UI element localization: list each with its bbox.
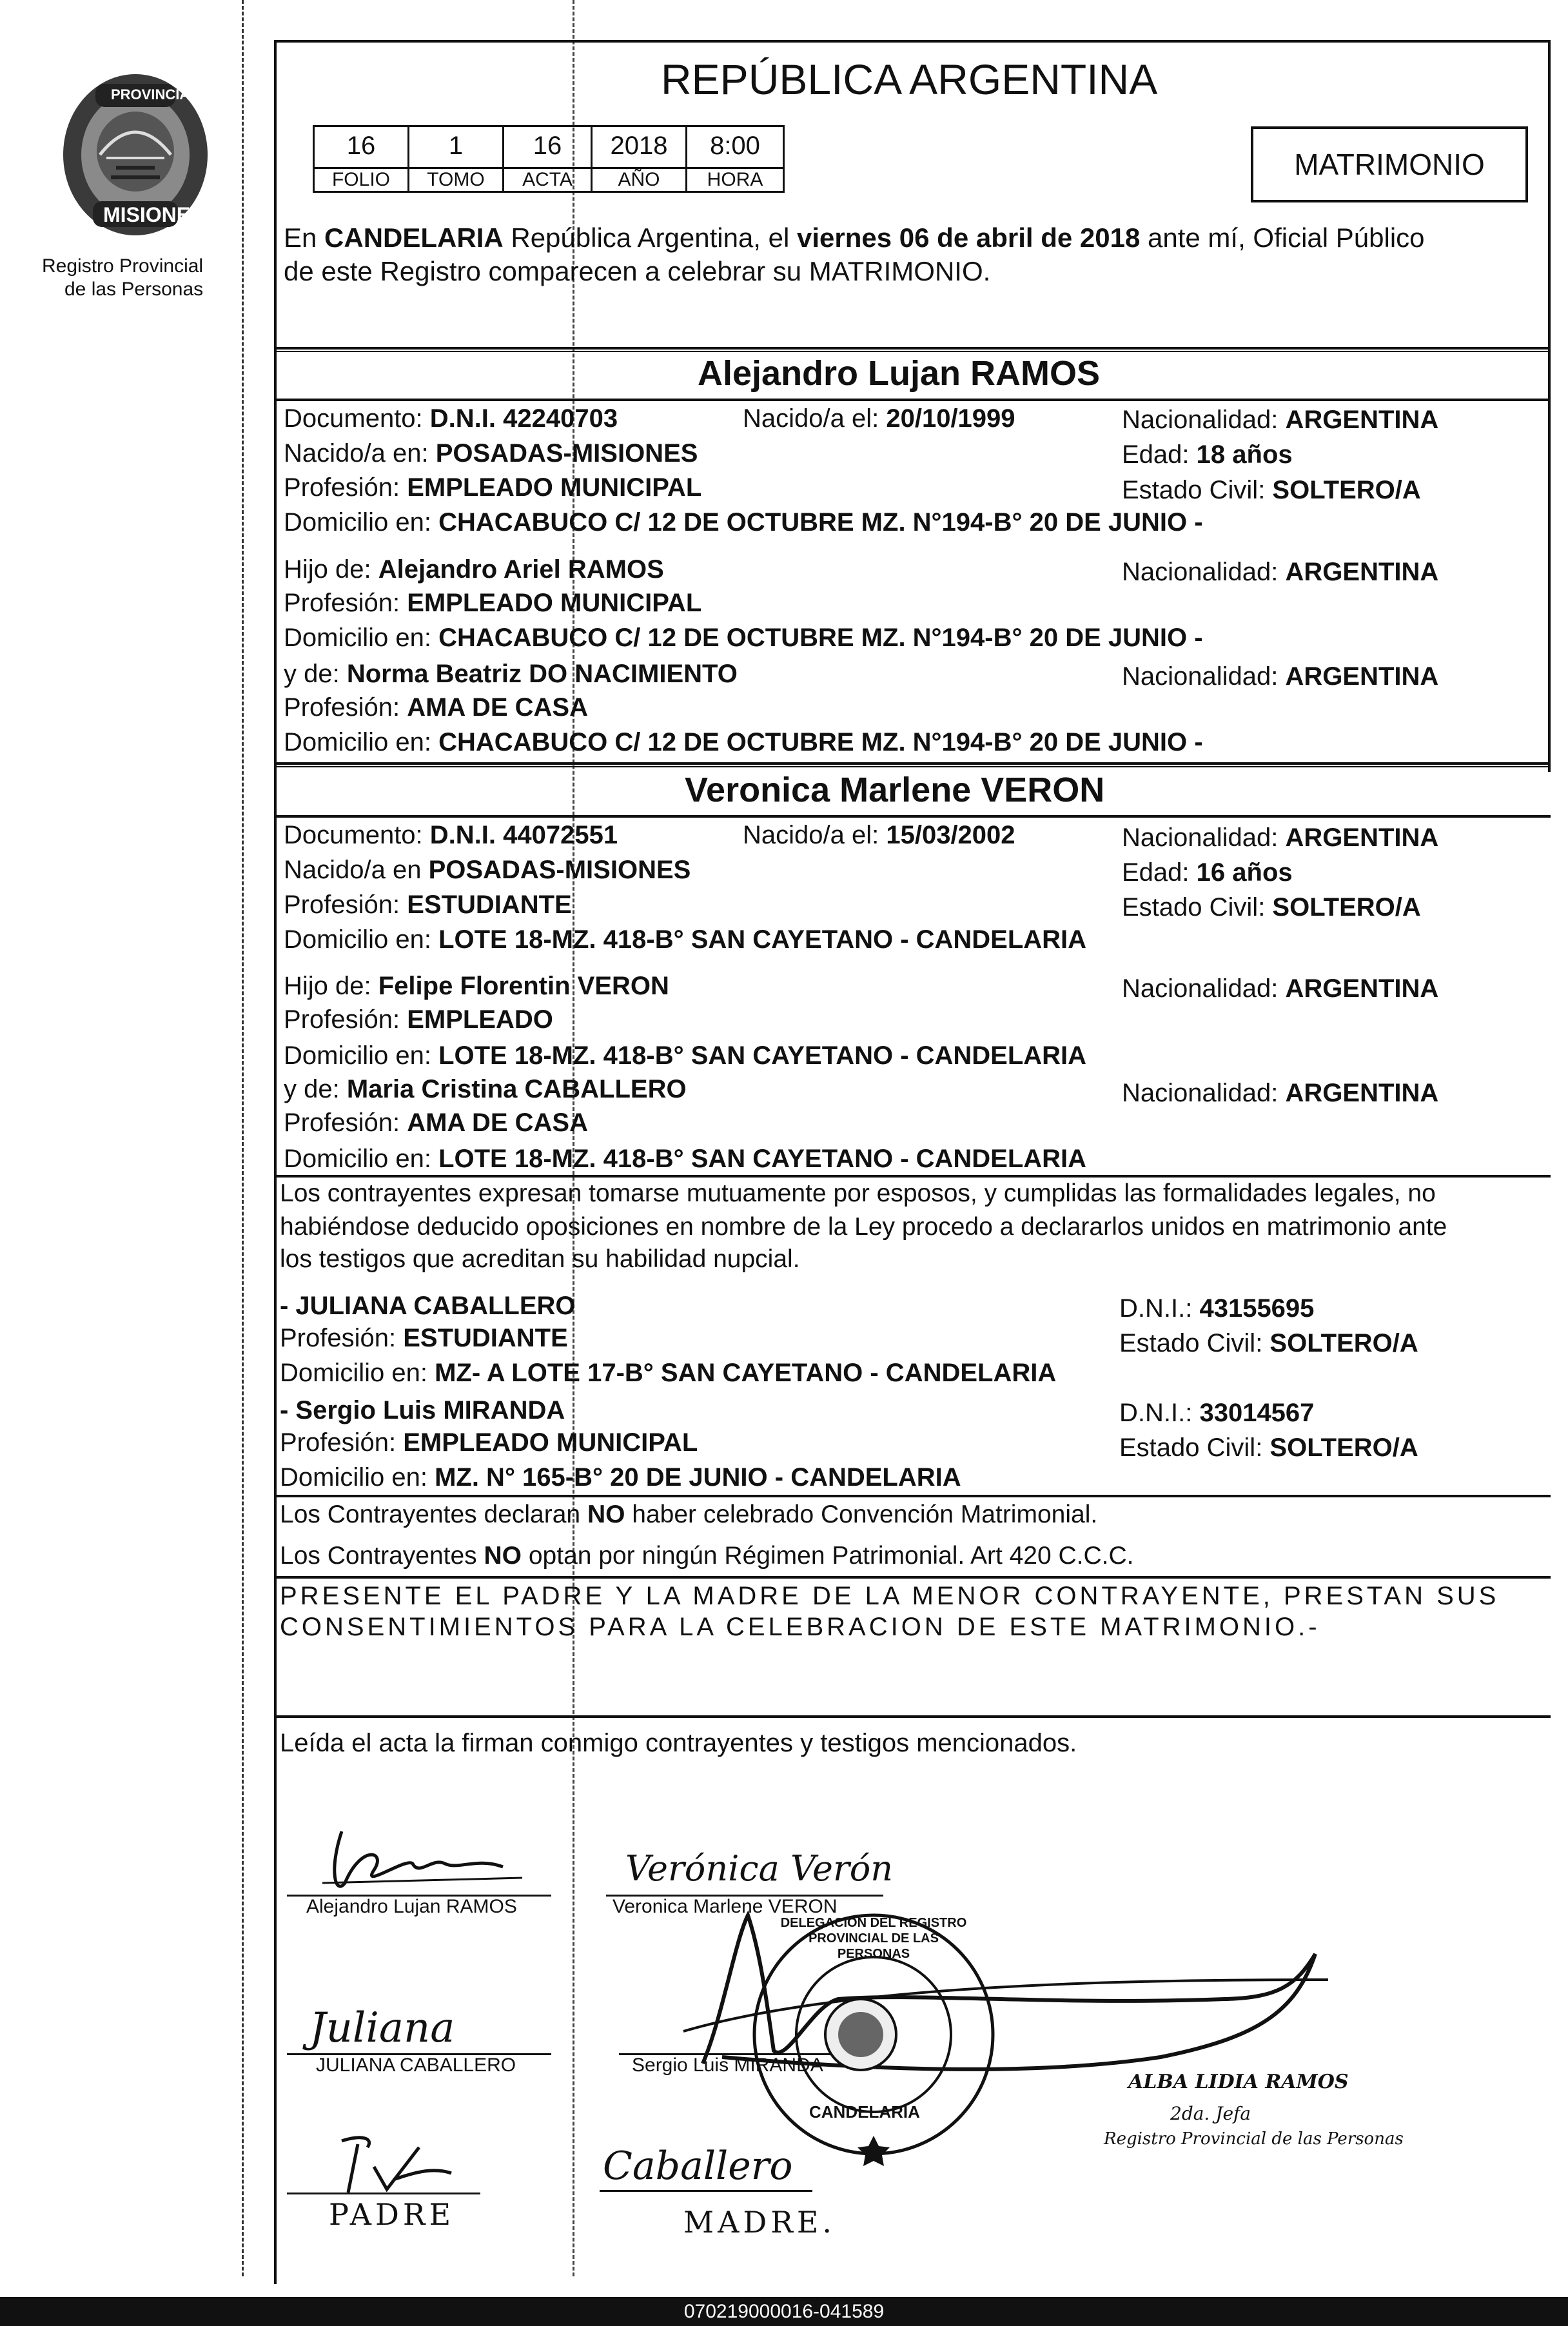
closing-text: Leída el acta la firman conmigo contrayentes y testigos mencionados. — [280, 1729, 1077, 1757]
label: Nacido/a el: — [743, 821, 887, 849]
label: Nacionalidad: — [1122, 558, 1286, 586]
convention-line-2 — [280, 1541, 1134, 1571]
footer-bar — [0, 2297, 1568, 2326]
label: Profesión: — [284, 589, 407, 617]
value: 33014567 — [1199, 1399, 1315, 1427]
ano-label: AÑO — [591, 167, 687, 193]
value: SOLTERO/A — [1272, 893, 1421, 922]
value: CHACABUCO C/ 12 DE OCTUBRE MZ. N°194-B° 20 DE JUNIO - — [438, 624, 1203, 652]
label: Hijo de: — [284, 555, 378, 584]
value: ARGENTINA — [1285, 1079, 1439, 1107]
label: Domicilio en: — [284, 1041, 439, 1070]
label: Domicilio en: — [284, 624, 439, 652]
bride-father-nationality — [1122, 974, 1438, 1003]
label: Estado Civil: — [1119, 1434, 1270, 1462]
label: Profesión: — [284, 473, 407, 502]
label: Documento: — [284, 821, 430, 849]
bride-age — [1122, 858, 1293, 887]
groom-father-nationality — [1122, 557, 1438, 587]
value: Alejandro Ariel RAMOS — [378, 555, 664, 584]
value: EMPLEADO — [407, 1005, 553, 1034]
label: Edad: — [1122, 858, 1197, 887]
bride-doc — [284, 820, 618, 850]
label: D.N.I.: — [1119, 1399, 1200, 1427]
label: Profesión: — [284, 693, 407, 722]
bride-profession — [284, 890, 572, 920]
value: ARGENTINA — [1285, 406, 1439, 434]
text: NO — [484, 1542, 522, 1570]
bride-address — [284, 925, 1086, 954]
groom-name: Alejandro Lujan RAMOS — [698, 354, 1101, 393]
groom-born-in — [284, 439, 698, 468]
bride-civil-status — [1122, 892, 1421, 922]
value: ARGENTINA — [1285, 558, 1439, 586]
label: Nacionalidad: — [1122, 974, 1286, 1003]
text: haber celebrado Convención Matrimonial. — [625, 1501, 1098, 1528]
witness-1-dni — [1119, 1294, 1314, 1323]
witness-1-address — [280, 1358, 1056, 1388]
label: Nacionalidad: — [1122, 1079, 1286, 1107]
seal-caption-2: de las Personas — [64, 279, 204, 300]
official-office: Registro Provincial de las Personas — [1104, 2129, 1404, 2149]
value: 18 años — [1196, 440, 1293, 469]
label: Domicilio en: — [280, 1463, 435, 1492]
groom-father — [284, 555, 664, 584]
intro-line-2: de este Registro comparecen a celebrar su MATRIMONIO. — [284, 256, 991, 286]
label: Domicilio en: — [280, 1359, 435, 1387]
ano-value: 2018 — [591, 125, 687, 169]
groom-nationality — [1122, 405, 1438, 435]
bride-born-on — [743, 820, 1015, 850]
witness-1-civil — [1119, 1328, 1418, 1358]
value: D.N.I. 42240703 — [429, 404, 618, 433]
value: 16 años — [1196, 858, 1293, 887]
witness-2-sig-caption: Sergio Luis MIRANDA — [632, 2055, 823, 2076]
value: ARGENTINA — [1285, 974, 1439, 1003]
father-label: PADRE — [329, 2197, 455, 2232]
value: POSADAS-MISIONES — [435, 439, 698, 468]
value: CHACABUCO C/ 12 DE OCTUBRE MZ. N°194-B° 20 DE JUNIO - — [438, 728, 1203, 756]
label: Nacido/a el: — [743, 404, 887, 433]
groom-doc — [284, 404, 618, 433]
intro-text: ante mí, Oficial Público — [1140, 222, 1425, 253]
tomo-value: 1 — [407, 125, 504, 169]
seal-top-text: PROVINCIA DE — [111, 86, 213, 103]
province-seal — [39, 64, 232, 245]
value: 15/03/2002 — [886, 821, 1015, 849]
label: Domicilio en: — [284, 1145, 439, 1173]
hora-value: 8:00 — [685, 125, 785, 169]
value: SOLTERO/A — [1269, 1434, 1418, 1462]
groom-mother-profession — [284, 693, 588, 722]
notes-line-2: CONSENTIMIENTOS PARA LA CELEBRACION DE ESTE MATRIMONIO.- — [280, 1613, 1320, 1641]
value: SOLTERO/A — [1272, 476, 1421, 504]
label: Profesión: — [284, 891, 407, 919]
label: Nacionalidad: — [1122, 406, 1286, 434]
value: Maria Cristina CABALLERO — [346, 1075, 687, 1103]
witness-2-profession — [280, 1428, 698, 1457]
bride-father — [284, 971, 669, 1001]
intro-text: En — [284, 222, 325, 253]
label: Estado Civil: — [1122, 893, 1273, 922]
value: CHACABUCO C/ 12 DE OCTUBRE MZ. N°194-B° 20 DE JUNIO - — [438, 508, 1203, 537]
text: NO — [587, 1501, 625, 1528]
declaration-line-3: los testigos que acreditan su habilidad nupcial. — [280, 1245, 800, 1273]
bride-mother-nationality — [1122, 1078, 1438, 1108]
tomo-label: TOMO — [407, 167, 504, 193]
margin-guide — [242, 0, 244, 2276]
bride-name: Veronica Marlene VERON — [685, 771, 1105, 809]
label: Profesión: — [280, 1428, 404, 1457]
value: LOTE 18-MZ. 418-B° SAN CAYETANO - CANDELARIA — [438, 1041, 1087, 1070]
witness-2-civil — [1119, 1433, 1418, 1463]
bride-sig-caption: Veronica Marlene VERON — [612, 1896, 838, 1917]
bride-nationality — [1122, 823, 1438, 853]
bride-mother — [284, 1074, 687, 1104]
barcode-text: 070219000016-041589 — [683, 2301, 885, 2322]
acta-label: ACTA — [502, 167, 593, 193]
label: Estado Civil: — [1119, 1329, 1270, 1357]
intro-date: viernes 06 de abril de 2018 — [797, 222, 1141, 253]
label: Profesión: — [284, 1005, 407, 1034]
label: Domicilio en: — [284, 925, 439, 954]
label: y de: — [284, 660, 347, 688]
value: Norma Beatriz DO NACIMIENTO — [346, 660, 738, 688]
groom-mother-nationality — [1122, 662, 1438, 691]
label: Nacido/a en — [284, 856, 429, 884]
notes-line-1: PRESENTE EL PADRE Y LA MADRE DE LA MENOR CONTRAYENTE, PRESTAN SUS — [280, 1582, 1500, 1610]
value: ARGENTINA — [1285, 823, 1439, 852]
country-title: REPÚBLICA ARGENTINA — [661, 55, 1158, 103]
label: Estado Civil: — [1122, 476, 1273, 504]
stamp-ring-text: DELEGACION DEL REGISTRO PROVINCIAL DE LAS PERSONAS — [780, 1916, 967, 1961]
value: AMA DE CASA — [407, 693, 588, 722]
label: Domicilio en: — [284, 508, 439, 537]
value: SOLTERO/A — [1269, 1329, 1418, 1357]
folio-label: FOLIO — [313, 167, 409, 193]
label: Domicilio en: — [284, 728, 439, 756]
label: Hijo de: — [284, 972, 378, 1000]
label: Nacionalidad: — [1122, 662, 1286, 691]
witness-1-name: - JULIANA CABALLERO — [280, 1292, 576, 1320]
witness-2-name: - Sergio Luis MIRANDA — [280, 1396, 565, 1424]
value: EMPLEADO MUNICIPAL — [407, 473, 702, 502]
groom-mother — [284, 659, 738, 689]
value: POSADAS-MISIONES — [428, 856, 691, 884]
witness-1-profession — [280, 1323, 568, 1353]
frame-left-border — [274, 40, 277, 2284]
groom-civil-status — [1122, 475, 1421, 505]
label: Profesión: — [284, 1109, 407, 1137]
bride-father-profession — [284, 1005, 553, 1034]
act-type-box — [1251, 126, 1528, 202]
act-type: MATRIMONIO — [1294, 148, 1485, 181]
value: MZ. N° 165-B° 20 DE JUNIO - CANDELARIA — [435, 1463, 961, 1492]
seal-bottom-text: MISIONES — [103, 203, 204, 226]
value: LOTE 18-MZ. 418-B° SAN CAYETANO - CANDELARIA — [438, 925, 1087, 954]
label: D.N.I.: — [1119, 1294, 1200, 1323]
convention-line-1 — [280, 1500, 1097, 1530]
text: optan por ningún Régimen Patrimonial. Art 420 C.C.C. — [522, 1542, 1134, 1570]
label: y de: — [284, 1075, 347, 1103]
value: EMPLEADO MUNICIPAL — [407, 589, 702, 617]
acta-value: 16 — [502, 125, 593, 169]
bride-born-in — [284, 855, 691, 885]
intro-text: República Argentina, el — [503, 222, 797, 253]
label: Nacionalidad: — [1122, 823, 1286, 852]
father-sig-line — [287, 2193, 480, 2194]
text: Los Contrayentes declaran — [280, 1501, 587, 1528]
value: ARGENTINA — [1285, 662, 1439, 691]
bride-signature: Verónica Verón — [625, 1848, 894, 1889]
bride-father-address — [284, 1041, 1086, 1070]
value: 43155695 — [1199, 1294, 1315, 1323]
intro-city: CANDELARIA — [324, 222, 504, 253]
seal-caption-1: Registro Provincial — [42, 255, 204, 277]
official-stamp — [748, 1909, 999, 2160]
stamp-center-text: CANDELARIA — [809, 2102, 920, 2122]
value: MZ- A LOTE 17-B° SAN CAYETANO - CANDELARIA — [435, 1359, 1057, 1387]
groom-born-on — [743, 404, 1015, 433]
declaration-line-2: habiéndose deducido oposiciones en nombre de la Ley procedo a declararlos unidos en matrimonio ante — [280, 1213, 1447, 1241]
mother-sig-line — [600, 2190, 812, 2192]
groom-age — [1122, 440, 1293, 469]
folio-value: 16 — [313, 125, 409, 169]
official-name: ALBA LIDIA RAMOS — [1128, 2071, 1349, 2093]
mother-label: MADRE. — [683, 2205, 836, 2240]
value: ESTUDIANTE — [403, 1324, 568, 1352]
witness-1-sig-caption: JULIANA CABALLERO — [316, 2055, 516, 2076]
witness-2-address — [280, 1463, 961, 1492]
witness-1-signature: Juliana — [309, 2004, 455, 2052]
value: D.N.I. 44072551 — [429, 821, 618, 849]
value: LOTE 18-MZ. 418-B° SAN CAYETANO - CANDELARIA — [438, 1145, 1087, 1173]
intro-line-1 — [284, 223, 1425, 253]
hora-label: HORA — [685, 167, 785, 193]
groom-father-profession — [284, 588, 701, 618]
groom-signature — [316, 1818, 529, 1902]
value: EMPLEADO MUNICIPAL — [403, 1428, 698, 1457]
label: Edad: — [1122, 440, 1197, 469]
groom-mother-address — [284, 727, 1203, 757]
value: ESTUDIANTE — [407, 891, 572, 919]
groom-address — [284, 508, 1203, 537]
text: Los Contrayentes — [280, 1542, 484, 1570]
label: Nacido/a en: — [284, 439, 436, 468]
label: Documento: — [284, 404, 430, 433]
label: Profesión: — [280, 1324, 404, 1352]
official-role: 2da. Jefa — [1170, 2103, 1251, 2124]
value: 20/10/1999 — [886, 404, 1015, 433]
bride-mother-address — [284, 1144, 1086, 1174]
mother-signature: Caballero — [603, 2144, 793, 2189]
groom-father-address — [284, 623, 1203, 653]
value: AMA DE CASA — [407, 1109, 588, 1137]
groom-sig-caption: Alejandro Lujan RAMOS — [306, 1896, 517, 1917]
value: Felipe Florentin VERON — [378, 972, 669, 1000]
groom-profession — [284, 473, 701, 502]
declaration-line-1: Los contrayentes expresan tomarse mutuamente por esposos, y cumplidas las formalidades legales, no — [280, 1179, 1436, 1207]
bride-mother-profession — [284, 1108, 588, 1138]
witness-2-dni — [1119, 1398, 1314, 1428]
